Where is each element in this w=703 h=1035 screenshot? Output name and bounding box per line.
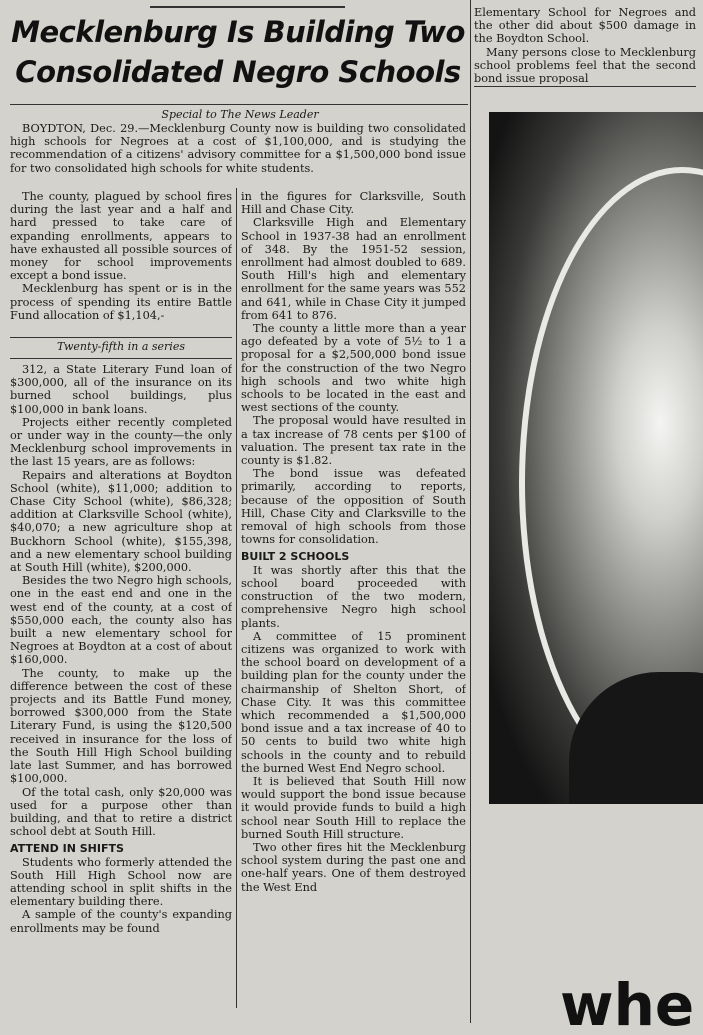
column-divider-1 bbox=[236, 188, 237, 1008]
paragraph: The county, plagued by school fires during the last year and a half and hard pressed to take care of expanding enrollments, appears to have exhausted all possible sources of money for school improvements except a bond issue. bbox=[10, 190, 232, 283]
paragraph: 312, a State Literary Fund loan of $300,000, all of the insurance on its burned school buildings, plus $100,000 in bank loans. bbox=[10, 363, 232, 416]
paragraph: It is believed that South Hill now would support the bond issue because it would provide funds to build a high school near South Hill to replace the burned South Hill structure. bbox=[241, 774, 466, 841]
byline: Special to The News Leader bbox=[161, 108, 319, 121]
subhead-attend-in-shifts: ATTEND IN SHIFTS bbox=[10, 842, 124, 856]
column-divider-2 bbox=[470, 0, 471, 1023]
paragraph: Many persons close to Mecklenburg school problems feel that the second bond issue proposal bbox=[474, 45, 696, 84]
paragraph: Elementary School for Negroes and the other did about $500 damage in the Boydton School. bbox=[474, 6, 696, 46]
paragraph: Repairs and alterations at Boydton School (white), $11,000; addition to Chase City School (white), $86,328; addition at Clarksville School (white), $40,070; a new agriculture shop at Buckhorn School (white), $155,398, and a new elementary school building at South Hill (white), $200,000. bbox=[10, 468, 232, 575]
headline-rule bbox=[10, 104, 468, 105]
column-3 bbox=[474, 6, 696, 84]
paragraph: Mecklenburg has spent or is in the process of spending its entire Battle Fund allocation of $1,104,- bbox=[10, 282, 232, 322]
column-1-bottom bbox=[10, 363, 232, 1003]
series-label: Twenty-fifth in a series bbox=[57, 340, 185, 353]
column-2 bbox=[241, 190, 466, 1010]
paragraph: Two other fires hit the Mecklenburg school system during the past one and one-half years. One of them destroyed the West End bbox=[241, 840, 466, 894]
paragraph: Of the total cash, only $20,000 was used for a purpose other than building, and that to retire a district school debt at South Hill. bbox=[10, 785, 232, 839]
lead-paragraph bbox=[10, 122, 466, 188]
column-3-rule bbox=[474, 86, 696, 87]
paragraph: A committee of 15 prominent citizens was organized to work with the school board on development of a building plan for the county under the chairmanship of Shelton Short, of Chase City. It was this committee which recommended a $1,500,000 bond issue and a tax increase of 40 to 50 cents to build two white high schools in the county and to rebuild the burned West End Negro school. bbox=[241, 629, 466, 775]
subhead-built-2-schools: BUILT 2 SCHOOLS bbox=[241, 550, 350, 564]
top-rule bbox=[150, 6, 345, 8]
paragraph: It was shortly after this that the school board proceeded with construction of the two modern, comprehensive Negro high school plants. bbox=[241, 563, 466, 630]
paragraph: A sample of the county's expanding enrollments may be found bbox=[10, 908, 232, 935]
paragraph: The county, to make up the difference between the cost of these projects and its Battle Fund money, borrowed $300,000 from the State Literary Fund, is using the $120,500 received in insurance for the loss of the South Hill High School building late last Summer, and has borrowed $100,000. bbox=[10, 666, 232, 786]
paragraph: Students who formerly attended the South Hill High School now are attending school in split shifts in the elementary building there. bbox=[10, 855, 232, 909]
paragraph: Clarksville High and Elementary School in 1937-38 had an enrollment of 348. By the 1951-52 session, enrollment had almost doubled to 689. South Hill's high and elementary enrollment for the same years was 552 and 641, while in Chase City it jumped from 641 to 876. bbox=[241, 216, 466, 322]
paragraph: Projects either recently completed or under way in the county—the only Mecklenburg school improvements in the last 15 years, are as follows: bbox=[10, 415, 232, 469]
paragraph: in the figures for Clarksville, South Hill and Chase City. bbox=[241, 190, 466, 217]
paragraph: The bond issue was defeated primarily, according to reports, because of the opposition of South Hill, Chase City and Clarksville to the removal of high schools from those towns for consolidation. bbox=[241, 467, 466, 547]
column-1-top bbox=[10, 190, 232, 334]
series-rule-top bbox=[10, 337, 232, 338]
lead-text: BOYDTON, Dec. 29.—Mecklenburg County now is building two consolidated high schools for Negroes at a cost of $1,100,000, and is studying the recommendation of a citizens' advisory committee for a $1,500,000 bond issue for two consolidated high schools for white students. bbox=[10, 122, 466, 175]
paragraph: The county a little more than a year ago defeated by a vote of 5½ to 1 a proposal for a $2,500,000 bond issue for the construction of the two Negro high schools and two white high schools to be located in the east and west sections of the county. bbox=[241, 322, 466, 415]
paragraph: Besides the two Negro high schools, one in the east end and one in the west end of the county, at a cost of $550,000 each, the county also has built a new elementary school for Negroes at Boydton at a cost of about $160,000. bbox=[10, 574, 232, 667]
headline: Mecklenburg Is Building Two Consolidated Negro Schools bbox=[11, 15, 465, 89]
advertisement-photo bbox=[489, 112, 703, 804]
paragraph: The proposal would have resulted in a tax increase of 78 cents per $100 of valuation. The present tax rate in the county is $1.82. bbox=[241, 414, 466, 468]
series-rule-bottom bbox=[10, 358, 232, 359]
advertisement-headline-fragment: whe bbox=[560, 975, 695, 1035]
